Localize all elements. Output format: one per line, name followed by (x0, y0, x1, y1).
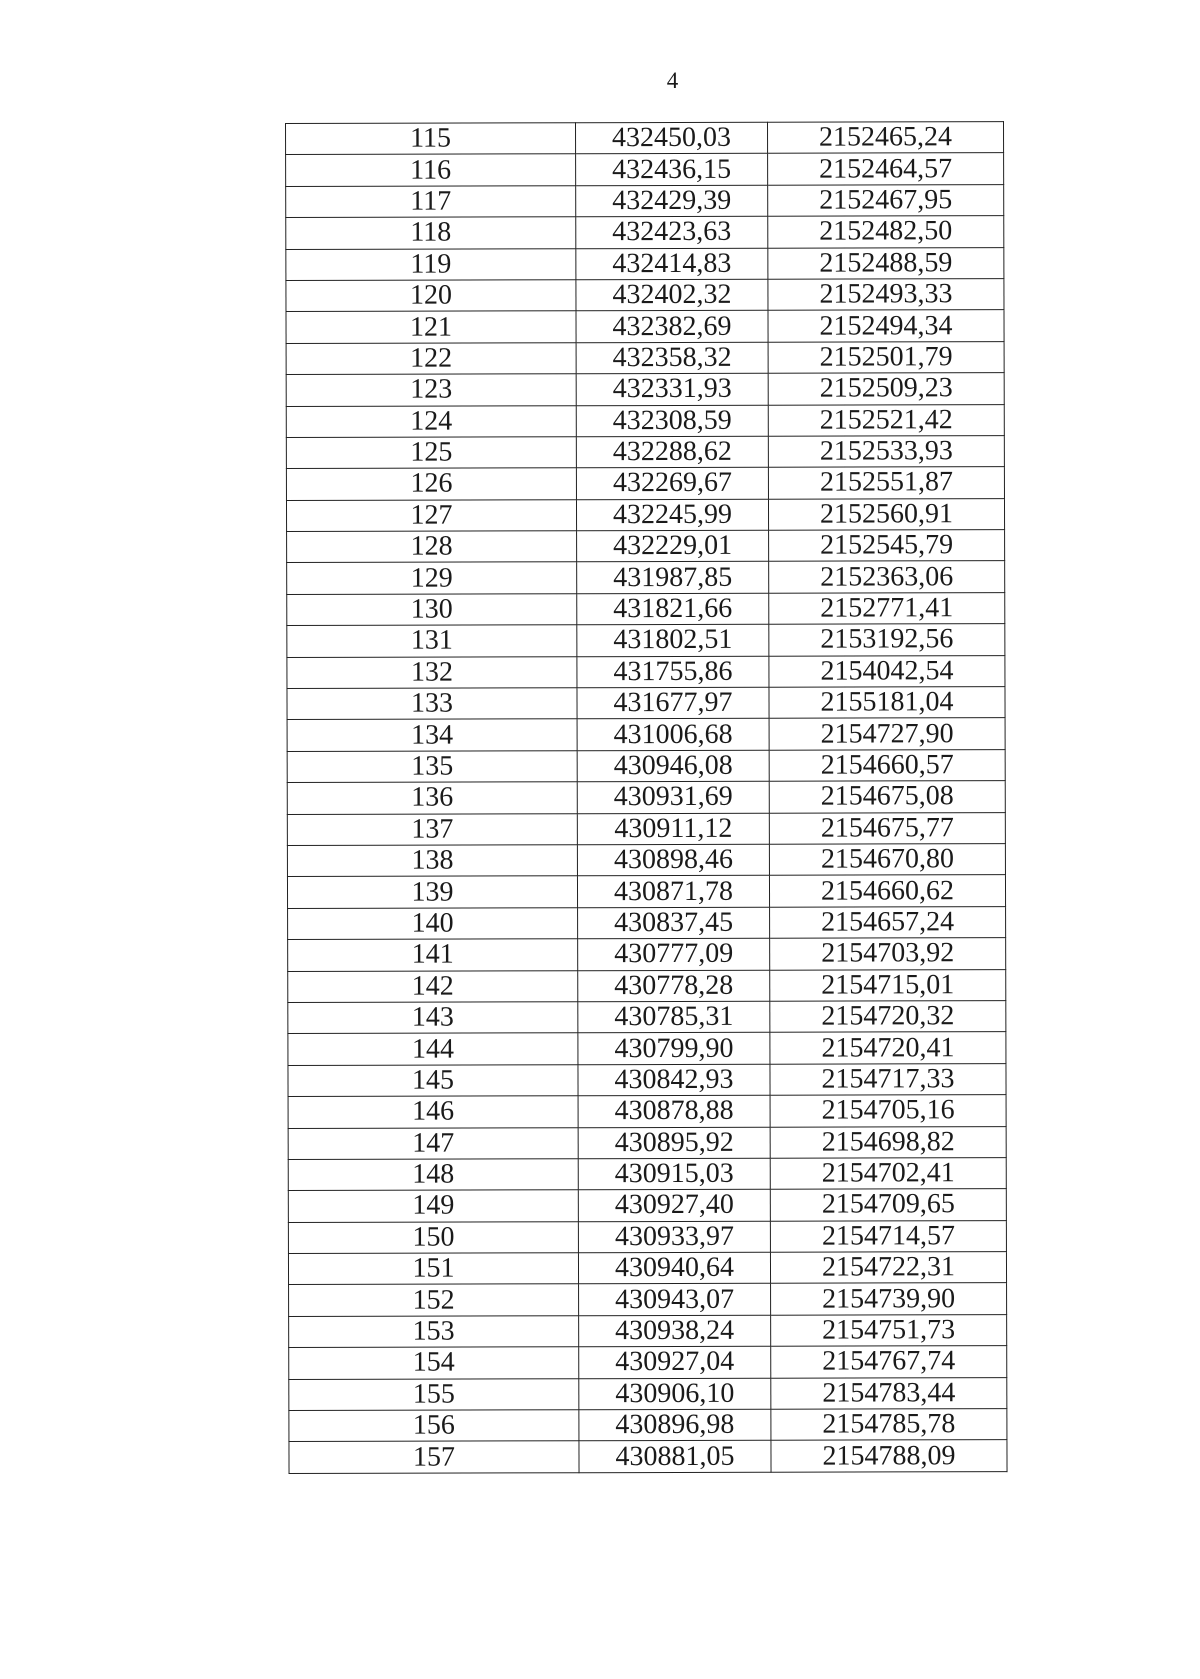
x-coordinate-cell: 432402,32 (576, 279, 768, 311)
y-coordinate-cell: 2152363,06 (769, 561, 1005, 593)
table-row (287, 592, 1005, 625)
coordinates-table-body (286, 122, 1008, 1474)
point-number-cell: 150 (288, 1221, 578, 1253)
y-coordinate-cell: 2155181,04 (769, 687, 1005, 719)
point-number-cell: 137 (287, 813, 577, 845)
y-coordinate-cell: 2154785,78 (771, 1409, 1007, 1441)
table-row (287, 844, 1005, 877)
table-row (286, 498, 1004, 531)
y-coordinate-cell: 2152560,91 (768, 498, 1004, 530)
x-coordinate-cell: 431677,97 (577, 687, 769, 719)
point-number-cell: 157 (289, 1441, 579, 1473)
y-coordinate-cell: 2152493,33 (768, 279, 1004, 311)
y-coordinate-cell: 2154657,24 (770, 906, 1006, 938)
x-coordinate-cell: 430927,04 (579, 1346, 771, 1378)
x-coordinate-cell: 430777,09 (578, 938, 770, 970)
y-coordinate-cell: 2152482,50 (768, 216, 1004, 248)
point-number-cell: 127 (286, 499, 576, 531)
point-number-cell: 141 (288, 939, 578, 971)
table-row (288, 1189, 1006, 1222)
point-number-cell: 116 (286, 154, 576, 186)
y-coordinate-cell: 2154660,57 (769, 749, 1005, 781)
x-coordinate-cell: 430799,90 (578, 1033, 770, 1065)
table-row (288, 1001, 1006, 1034)
table-row (287, 687, 1005, 720)
table-row (286, 436, 1004, 469)
y-coordinate-cell: 2153192,56 (769, 624, 1005, 656)
x-coordinate-cell: 432423,63 (576, 216, 768, 248)
y-coordinate-cell: 2152465,24 (767, 122, 1003, 154)
table-row (289, 1314, 1007, 1347)
point-number-cell: 130 (287, 594, 577, 626)
table-row (287, 561, 1005, 594)
point-number-cell: 154 (289, 1347, 579, 1379)
point-number-cell: 119 (286, 248, 576, 280)
point-number-cell: 118 (286, 217, 576, 249)
table-row (286, 247, 1004, 280)
x-coordinate-cell: 432429,39 (576, 185, 768, 217)
y-coordinate-cell: 2154739,90 (771, 1283, 1007, 1315)
x-coordinate-cell: 431821,66 (577, 593, 769, 625)
table-row (289, 1377, 1007, 1410)
point-number-cell: 148 (288, 1159, 578, 1191)
x-coordinate-cell: 430911,12 (577, 813, 769, 845)
y-coordinate-cell: 2154705,16 (770, 1095, 1006, 1127)
x-coordinate-cell: 432269,67 (576, 468, 768, 500)
point-number-cell: 126 (286, 468, 576, 500)
x-coordinate-cell: 430895,92 (578, 1127, 770, 1159)
x-coordinate-cell: 430837,45 (578, 907, 770, 939)
point-number-cell: 129 (287, 562, 577, 594)
y-coordinate-cell: 2154720,41 (770, 1032, 1006, 1064)
table-row (288, 1220, 1006, 1253)
x-coordinate-cell: 432229,01 (577, 530, 769, 562)
table-row (288, 1032, 1006, 1065)
x-coordinate-cell: 430898,46 (577, 844, 769, 876)
table-row (286, 184, 1004, 217)
table-row (286, 279, 1004, 312)
x-coordinate-cell: 432358,32 (576, 342, 768, 374)
table-row (287, 655, 1005, 688)
point-number-cell: 146 (288, 1096, 578, 1128)
y-coordinate-cell: 2152509,23 (768, 373, 1004, 405)
y-coordinate-cell: 2152494,34 (768, 310, 1004, 342)
point-number-cell: 147 (288, 1127, 578, 1159)
x-coordinate-cell: 430785,31 (578, 1001, 770, 1033)
table-row (286, 467, 1004, 500)
point-number-cell: 140 (288, 908, 578, 940)
x-coordinate-cell: 430946,08 (577, 750, 769, 782)
y-coordinate-cell: 2154675,77 (769, 812, 1005, 844)
y-coordinate-cell: 2152464,57 (768, 153, 1004, 185)
point-number-cell: 132 (287, 656, 577, 688)
y-coordinate-cell: 2154722,31 (770, 1252, 1006, 1284)
y-coordinate-cell: 2154670,80 (769, 844, 1005, 876)
y-coordinate-cell: 2154660,62 (769, 875, 1005, 907)
y-coordinate-cell: 2152533,93 (768, 436, 1004, 468)
y-coordinate-cell: 2152467,95 (768, 184, 1004, 216)
y-coordinate-cell: 2154717,33 (770, 1063, 1006, 1095)
point-number-cell: 117 (286, 186, 576, 218)
table-row (286, 153, 1004, 186)
x-coordinate-cell: 432288,62 (576, 436, 768, 468)
y-coordinate-cell: 2152501,79 (768, 341, 1004, 373)
x-coordinate-cell: 430871,78 (577, 876, 769, 908)
coordinates-table (285, 121, 1008, 1474)
point-number-cell: 131 (287, 625, 577, 657)
page-number: 4 (666, 68, 679, 93)
point-number-cell: 133 (287, 688, 577, 720)
table-row (287, 718, 1005, 751)
point-number-cell: 145 (288, 1064, 578, 1096)
table-row (288, 906, 1006, 939)
x-coordinate-cell: 430906,10 (579, 1378, 771, 1410)
x-coordinate-cell: 430931,69 (577, 781, 769, 813)
x-coordinate-cell: 431006,68 (577, 719, 769, 751)
y-coordinate-cell: 2154703,92 (770, 938, 1006, 970)
x-coordinate-cell: 430940,64 (578, 1252, 770, 1284)
table-row (287, 781, 1005, 814)
point-number-cell: 149 (288, 1190, 578, 1222)
y-coordinate-cell: 2152545,79 (769, 530, 1005, 562)
y-coordinate-cell: 2154751,73 (771, 1314, 1007, 1346)
x-coordinate-cell: 432414,83 (576, 248, 768, 280)
point-number-cell: 135 (287, 751, 577, 783)
table-row (286, 341, 1004, 374)
y-coordinate-cell: 2152488,59 (768, 247, 1004, 279)
y-coordinate-cell: 2154042,54 (769, 655, 1005, 687)
x-coordinate-cell: 430915,03 (578, 1158, 770, 1190)
table-row (289, 1409, 1007, 1442)
table-row (288, 1063, 1006, 1096)
point-number-cell: 134 (287, 719, 577, 751)
table-row (288, 969, 1006, 1002)
y-coordinate-cell: 2154715,01 (770, 969, 1006, 1001)
point-number-cell: 125 (286, 437, 576, 469)
table-row (286, 310, 1004, 343)
y-coordinate-cell: 2154702,41 (770, 1158, 1006, 1190)
point-number-cell: 138 (287, 845, 577, 877)
y-coordinate-cell: 2154767,74 (771, 1346, 1007, 1378)
y-coordinate-cell: 2154698,82 (770, 1126, 1006, 1158)
table-row (288, 1252, 1006, 1285)
y-coordinate-cell: 2154788,09 (771, 1440, 1007, 1472)
table-row (287, 875, 1005, 908)
y-coordinate-cell: 2154675,08 (769, 781, 1005, 813)
table-row (289, 1440, 1007, 1473)
table-row (287, 812, 1005, 845)
x-coordinate-cell: 430933,97 (578, 1221, 770, 1253)
x-coordinate-cell: 430778,28 (578, 970, 770, 1002)
point-number-cell: 155 (289, 1378, 579, 1410)
x-coordinate-cell: 432382,69 (576, 311, 768, 343)
x-coordinate-cell: 430881,05 (579, 1441, 771, 1473)
table-row (286, 373, 1004, 406)
y-coordinate-cell: 2154720,32 (770, 1001, 1006, 1033)
x-coordinate-cell: 430842,93 (578, 1064, 770, 1096)
point-number-cell: 115 (286, 123, 576, 155)
point-number-cell: 123 (286, 374, 576, 406)
x-coordinate-cell: 432450,03 (576, 122, 768, 154)
point-number-cell: 120 (286, 280, 576, 312)
table-row (286, 404, 1004, 437)
table-row (289, 1283, 1007, 1316)
point-number-cell: 122 (286, 342, 576, 374)
table-row (288, 1095, 1006, 1128)
x-coordinate-cell: 432245,99 (576, 499, 768, 531)
table-row (288, 1126, 1006, 1159)
y-coordinate-cell: 2152771,41 (769, 592, 1005, 624)
y-coordinate-cell: 2152521,42 (768, 404, 1004, 436)
y-coordinate-cell: 2154709,65 (770, 1189, 1006, 1221)
point-number-cell: 139 (287, 876, 577, 908)
point-number-cell: 156 (289, 1410, 579, 1442)
x-coordinate-cell: 432331,93 (576, 373, 768, 405)
y-coordinate-cell: 2154727,90 (769, 718, 1005, 750)
y-coordinate-cell: 2154783,44 (771, 1377, 1007, 1409)
point-number-cell: 144 (288, 1033, 578, 1065)
table-row (288, 1158, 1006, 1191)
x-coordinate-cell: 430896,98 (579, 1409, 771, 1441)
point-number-cell: 153 (289, 1316, 579, 1348)
table-row (288, 938, 1006, 971)
point-number-cell: 121 (286, 311, 576, 343)
x-coordinate-cell: 430878,88 (578, 1095, 770, 1127)
table-row (287, 749, 1005, 782)
point-number-cell: 136 (287, 782, 577, 814)
point-number-cell: 143 (288, 1002, 578, 1034)
table-row (286, 216, 1004, 249)
x-coordinate-cell: 430938,24 (579, 1315, 771, 1347)
x-coordinate-cell: 431755,86 (577, 656, 769, 688)
point-number-cell: 152 (289, 1284, 579, 1316)
y-coordinate-cell: 2152551,87 (768, 467, 1004, 499)
x-coordinate-cell: 431987,85 (577, 562, 769, 594)
point-number-cell: 128 (287, 531, 577, 563)
y-coordinate-cell: 2154714,57 (770, 1220, 1006, 1252)
point-number-cell: 142 (288, 970, 578, 1002)
table-row (289, 1346, 1007, 1379)
x-coordinate-cell: 431802,51 (577, 624, 769, 656)
x-coordinate-cell: 432308,59 (576, 405, 768, 437)
point-number-cell: 124 (286, 405, 576, 437)
table-row (287, 530, 1005, 563)
x-coordinate-cell: 430943,07 (579, 1284, 771, 1316)
table-row (287, 624, 1005, 657)
point-number-cell: 151 (288, 1253, 578, 1285)
x-coordinate-cell: 430927,40 (578, 1190, 770, 1222)
table-row (286, 122, 1004, 155)
x-coordinate-cell: 432436,15 (576, 154, 768, 186)
